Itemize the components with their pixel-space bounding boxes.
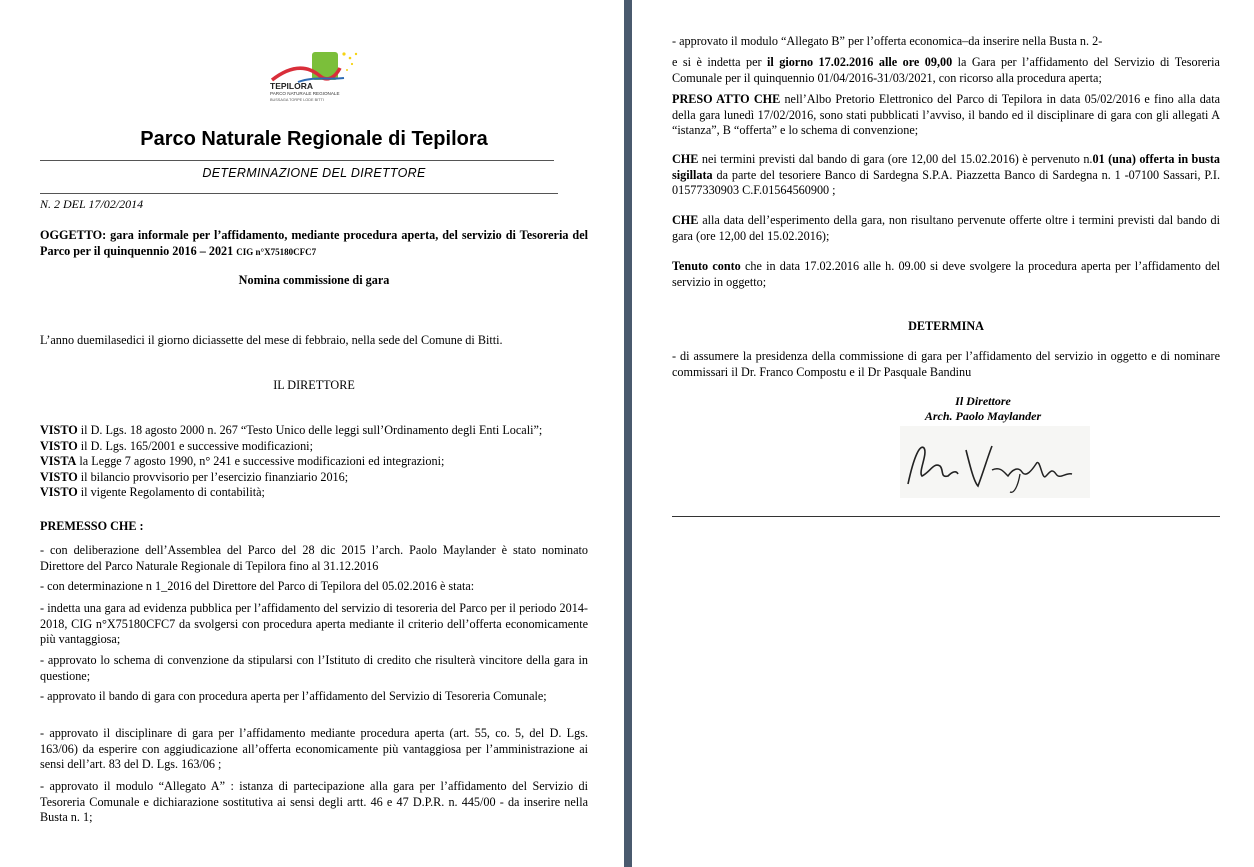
allegato-b-paragraph: - approvato il modulo “Allegato B” per l’offerta economica–da inserire nella Busta n. 2- — [672, 34, 1103, 48]
right-page — [632, 0, 1254, 867]
visto-item: VISTO il bilancio provvisorio per l’esercizio finanziario 2016; — [40, 469, 349, 484]
il-direttore-heading: IL DIRETTORE — [273, 378, 355, 392]
signature-name: Arch. Paolo Maylander — [924, 409, 1042, 423]
preso-atto-paragraph: PRESO ATTO CHE nell’Albo Pretorio Elettronico del Parco di Tepilora in data 05/02/2016 e fino alla data della gara lunedì 17/02/2016, sono stati pubblicati l’avviso, il bando ed il disciplinare di gara con gli allegati A “istanza”, B “offerta” e lo schema di convenzione; — [672, 92, 1220, 138]
logo-line2: BUSSAGA TORPE LODE BITTI — [270, 98, 324, 102]
premesso-paragraph: - con deliberazione dell’Assemblea del Parco del 28 dic 2015 l’arch. Paolo Maylander è stato nominato Direttore del Parco Naturale Regionale di Tepilora fino al 31.12.2016 — [40, 543, 588, 573]
visto-list — [40, 423, 588, 501]
bottom-rule — [672, 516, 1220, 517]
tenuto-conto-paragraph: Tenuto conto che in data 17.02.2016 alle h. 09.00 si deve svolgere la procedura aperta per l’affidamento del servizio in oggetto; — [672, 259, 1220, 289]
determina-paragraph: - di assumere la presidenza della commissione di gara per l’affidamento del servizio in oggetto e di nominare commissari il Dr. Franco Compostu e il Dr Pasquale Bandinu — [672, 349, 1220, 379]
oggetto-cig: CIG n°X75180CFC7 — [236, 246, 317, 257]
premesso-heading: PREMESSO CHE : — [40, 519, 144, 533]
page-gutter — [624, 0, 632, 867]
title-rule — [40, 160, 554, 161]
premesso-paragraph: - indetta una gara ad evidenza pubblica per l’affidamento del servizio di tesoreria del Parco per il periodo 2014-2018, CIG n°X75180CFC7 da svolgersi con procedura aperta mediante il criterio dell’offerta economicamente più vantaggiosa; — [40, 601, 588, 647]
document-title: Parco Naturale Regionale di Tepilora — [140, 128, 488, 150]
oggetto-block — [40, 228, 588, 260]
nomina-heading: Nomina commissione di gara — [238, 273, 390, 287]
left-page — [0, 0, 624, 867]
visto-item: VISTO il vigente Regolamento di contabilità; — [40, 485, 265, 500]
visto-item: VISTO il D. Lgs. 165/2001 e successive modificazioni; — [40, 438, 313, 453]
premesso-paragraph: - approvato il bando di gara con procedura aperta per l’affidamento del Servizio di Tesoreria Comunale; — [40, 689, 547, 703]
visto-item: VISTO il D. Lgs. 18 agosto 2000 n. 267 “Testo Unico delle leggi sull’Ordinamento degli Enti Locali”; — [40, 423, 543, 437]
che-termini-paragraph: CHE alla data dell’esperimento della gara, non risultano pervenute offerte oltre i termini previsti dal bando di gara (ore 12,00 del 15.02.2016); — [672, 213, 1220, 243]
logo-line1: PARCO NATURALE REGIONALE — [270, 91, 340, 96]
premesso-paragraph: - approvato il modulo “Allegato A” : istanza di partecipazione alla gara per l’affidamento del Servizio di Tesoreria Comunale e dichiarazione sostitutiva ai sensi degli artt. 46 e 47 D.P.R. n. 445/00 - da inserire nella Busta n. 1; — [40, 779, 588, 825]
premesso-paragraph: - approvato lo schema di convenzione da stipularsi con l’Istituto di credito che risulterà vincitore della gara in questione; — [40, 653, 588, 683]
indetta-paragraph: e si è indetta per il giorno 17.02.2016 alle ore 09,00 la Gara per l’affidamento del Servizio di Tesoreria Comunale per il quinquennio 01/04/2016-31/03/2021, con ricorso alla procedura aperta; — [672, 55, 1220, 85]
tepilora-logo — [268, 50, 364, 108]
logo-brand: TEPILORA — [270, 81, 313, 91]
visto-item: VISTA la Legge 7 agosto 1990, n° 241 e successive modificazioni ed integrazioni; — [40, 454, 445, 469]
determination-number: N. 2 DEL 17/02/2014 — [40, 197, 144, 211]
document-subtitle: DETERMINAZIONE DEL DIRETTORE — [202, 166, 426, 180]
oggetto-text: gara informale per l’affidamento, mediante procedura aperta, del servizio di Tesoreria del Parco per il quinquennio 2016 – 2021 — [40, 228, 588, 258]
intro-paragraph — [40, 333, 588, 349]
oggetto-label: OGGETTO: — [40, 228, 107, 242]
intro-text: L’anno duemilasedici il giorno diciassette del mese di febbraio, nella sede del Comune di Bitti. — [40, 333, 503, 347]
premesso-paragraph: - approvato il disciplinare di gara per l’affidamento mediante procedura aperta (art. 55, co. 5, del D. Lgs. 163/06) da esperire con aggiudicazione all’offerta economicamente più vantaggiosa per l’amministrazione ai sensi dell’art. 83 del D. Lgs. 163/06 ; — [40, 726, 588, 772]
determina-heading: DETERMINA — [908, 319, 984, 333]
handwritten-signature — [900, 426, 1090, 498]
che-offerta-paragraph: CHE nei termini previsti dal bando di gara (ore 12,00 del 15.02.2016) è pervenuto n.01 (una) offerta in busta sigillata da parte del tesoriere Banco di Sardegna S.P.A. Piazzetta Banco di Sardegna n. 1 -07100 Sassari, P.I. 01577330903 C.F.01564560900 ; — [672, 152, 1220, 198]
signature-role: Il Direttore — [955, 394, 1011, 408]
subtitle-rule — [40, 193, 558, 194]
premesso-paragraph: - con determinazione n 1_2016 del Direttore del Parco di Tepilora del 05.02.2016 è stata: — [40, 579, 475, 593]
